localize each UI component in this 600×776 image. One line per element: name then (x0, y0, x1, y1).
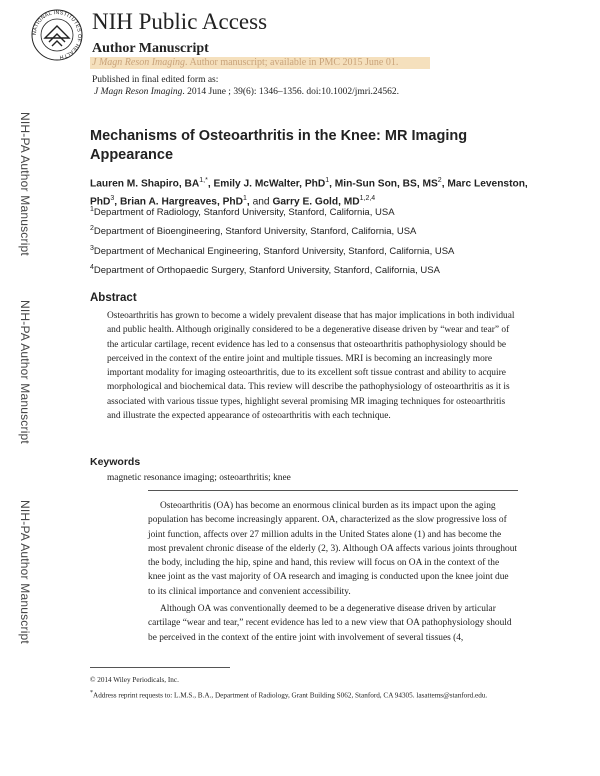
reprint-address (90, 688, 530, 700)
body-paragraph: Although OA was conventionally deemed to be a degenerative disease driven by articular cartilage “wear and tear,” recent evidence has led to a new view that OA pathophysiology should be perceived in the context of the entire joint with involvement of several tissues (4, (148, 604, 512, 643)
copyright-notice: © 2014 Wiley Periodicals, Inc. (90, 676, 179, 684)
author-name: Lauren M. Shapiro, BA (90, 178, 200, 190)
author-sup: 1 (243, 195, 247, 203)
body-paragraph: Osteoarthritis (OA) has become an enormous clinical burden as its impact upon the aging population has become increasingly apparent. OA, characterized as the slow progressive loss of joint function, affects over 27 million adults in the United States alone (1) and has become the most prevalent chronic disease of the elderly (2, 3). Although OA affects various joints throughout the body, including the hip, spine and hand, this review will focus on OA in the context of the knee joint as the vast majority of OA research and imaging is conducted upon the knee joint due to its clinical importance and convenient accessibility. (148, 501, 518, 597)
pmc-availability (92, 57, 398, 68)
keywords-text: magnetic resonance imaging; osteoarthritis; knee (107, 473, 291, 483)
citation-details: . 2014 June ; 39(6): 1346–1356. doi:10.1002/jmri.24562. (182, 87, 400, 97)
pmc-suffix: . Author manuscript; available in PMC 2015 June 01. (185, 57, 399, 68)
side-label-manuscript: NIH-PA Author Manuscript (18, 500, 32, 644)
author-list: Lauren M. Shapiro, $BA^{1,*}$, Emily J. McWalter, PhD$^1$, Min-Sun Son, BS, $MS^2$, Marc Levenston, PhD$^3$, Brian A. Hargreaves, PhD$^1$, and Garry E. Gold, MD$^{1,2,4}$ (90, 177, 528, 208)
affiliation-text: Department of Bioengineering, Stanford University, Stanford, California, USA (93, 226, 417, 238)
abstract-text: Osteoarthritis has grown to become a widely prevalent disease that has major implications in both individual and public health. Although originally considered to be a degenerative disease driven by “wear and tear” of the articular cartilage, recent evidence has led to a consensus that osteoarthritis pathophysiology should be perceived in the context of the entire joint and multiple tissues. MRI is becoming an increasingly more important modality for imaging osteoarthritis, due to its excellent soft tissue contrast and ability to acquire morphological and biochemical data. This review will describe the pathophysiology of osteoarthritis as it is associated with various tissue types, highlight several promising MR imaging techniques for osteoarthritis and illustrate the expected appearance of osteoarthritis with each technique. (107, 311, 515, 422)
article-title: Mechanisms of Osteoarthritis in the Knee: MR Imaging Appearance (90, 128, 468, 163)
published-label: Published in final edited form as: (92, 75, 219, 85)
affiliation-text: Department of Radiology, Stanford University, Stanford, California, USA (93, 207, 395, 219)
nih-logo-icon (30, 8, 84, 62)
keywords-heading: Keywords (90, 456, 141, 468)
affiliation (90, 206, 395, 218)
section-divider (148, 490, 518, 491)
author-manuscript-subtitle: Author Manuscript (92, 41, 209, 56)
publication-citation (94, 87, 399, 97)
side-label-manuscript: NIH-PA Author Manuscript (18, 300, 32, 444)
address-text: Address reprint requests to: L.M.S., B.A., Department of Radiology, Grant Building S062, Stanford, CA 94305. lasattems@stanford.edu. (93, 691, 488, 700)
affiliation-text: Department of Mechanical Engineering, Stanford University, Stanford, California, USA (93, 246, 455, 258)
author-sup: 1,2,4 (359, 195, 376, 203)
author-name: Garry E. Gold, MD (272, 196, 360, 208)
affiliation (90, 225, 416, 237)
citation-journal: J Magn Reson Imaging (94, 87, 183, 97)
author-name: Marc Levenston, PhD (90, 178, 528, 208)
affiliation-num: 3 (90, 245, 94, 252)
affiliation (90, 264, 440, 276)
author-name: Min-Sun Son, BS, MS (334, 178, 438, 190)
author-sup: 1 (325, 177, 330, 184)
footnote-divider (90, 667, 230, 668)
affiliation-num: 4 (90, 264, 94, 271)
author-name: Brian A. Hargreaves, PhD (119, 196, 244, 208)
pmc-journal: J Magn Reson Imaging (92, 57, 186, 68)
author-name: Emily J. McWalter, PhD (213, 178, 326, 190)
nih-public-access-title: NIH Public Access (92, 9, 268, 34)
address-mark: * (90, 690, 93, 696)
side-label-manuscript: NIH-PA Author Manuscript (18, 112, 32, 256)
author-sup: 2 (437, 177, 442, 184)
and-word: and (252, 196, 270, 208)
author-sup: 1,* (199, 177, 208, 184)
logo-text: NATIONAL INSTITUTES OF HEALTH (31, 9, 83, 60)
affiliation-num: 2 (90, 225, 94, 232)
affiliation-text: Department of Orthopaedic Surgery, Stanford University, Stanford, California, USA (93, 265, 440, 277)
abstract-heading: Abstract (90, 292, 137, 304)
affiliation (90, 245, 454, 257)
author-sup: 3 (110, 195, 115, 203)
affiliation-num: 1 (90, 206, 94, 213)
